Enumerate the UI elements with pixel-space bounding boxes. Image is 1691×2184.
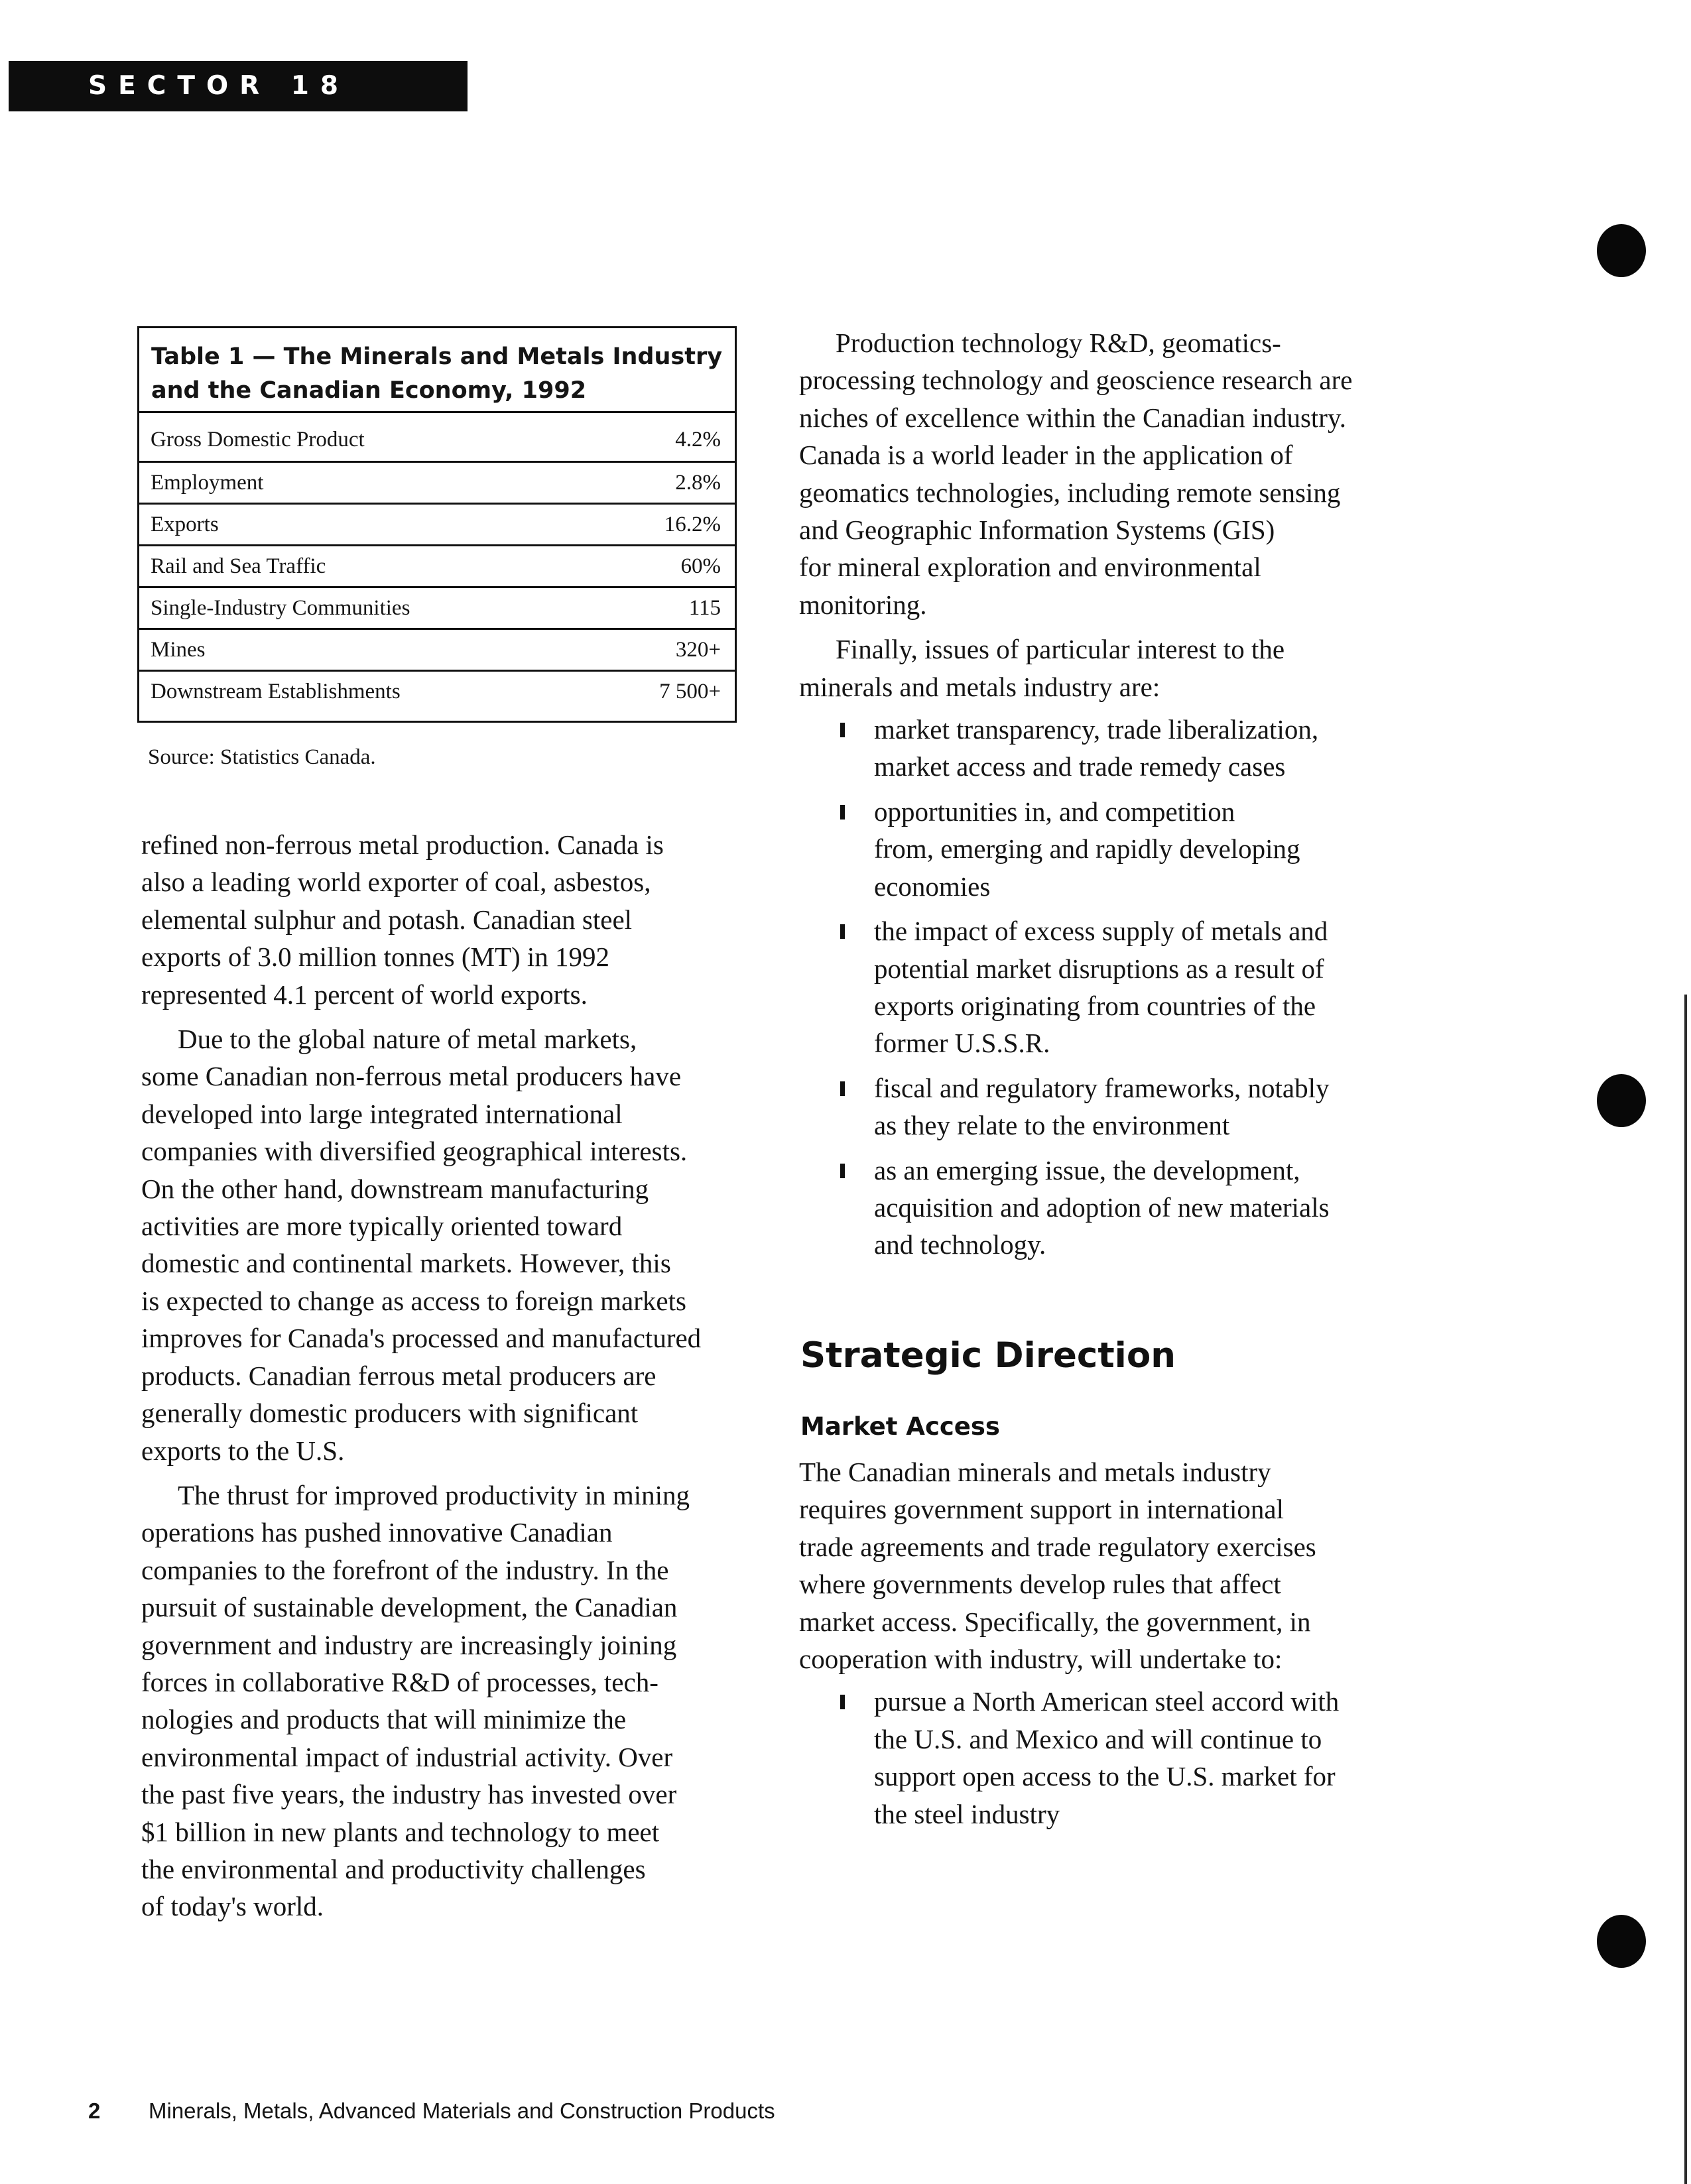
page-number: 2 xyxy=(88,2098,101,2123)
text-line: of today's world. xyxy=(141,1891,324,1922)
text-line: companies with diversified geographical interests. xyxy=(141,1136,688,1167)
text-line: generally domestic producers with significant xyxy=(141,1398,639,1429)
text-line: operations has pushed innovative Canadian xyxy=(141,1517,613,1548)
paragraph xyxy=(799,324,1406,623)
text-line: minerals and metals industry are: xyxy=(799,671,1160,702)
text-line: the impact of excess supply of metals and xyxy=(874,916,1328,947)
paragraph xyxy=(141,826,741,1013)
table-title-line: and the Canadian Economy, 1992 xyxy=(151,377,587,404)
text-line: pursue a North American steel accord with xyxy=(874,1686,1340,1717)
economy-table xyxy=(137,326,737,723)
row-label: Exports xyxy=(151,512,219,536)
row-value: 115 xyxy=(688,595,721,620)
text-line: from, emerging and rapidly developing xyxy=(874,833,1300,865)
bullet-icon xyxy=(840,1164,845,1178)
text-line: activities are more typically oriented toward xyxy=(141,1211,623,1242)
bullet-icon xyxy=(840,723,845,737)
text-line: developed into large integrated international xyxy=(141,1098,623,1129)
paragraph xyxy=(799,631,1406,705)
text-line: government and industry are increasingly joining xyxy=(141,1629,677,1660)
text-line: for mineral exploration and environmental xyxy=(799,552,1261,583)
subsection-heading: Market Access xyxy=(800,1412,1000,1441)
text-line: Due to the global nature of metal markets, xyxy=(178,1024,637,1055)
text-line: opportunities in, and competition xyxy=(874,796,1235,827)
text-line: where governments develop rules that affect xyxy=(799,1569,1281,1600)
text-line: market access and trade remedy cases xyxy=(874,751,1286,782)
sector-header-bar: SECTOR 18 xyxy=(9,61,468,111)
list-item xyxy=(799,1683,1406,1833)
row-label: Single-Industry Communities xyxy=(151,595,410,620)
text-line: niches of excellence within the Canadian industry. xyxy=(799,402,1347,433)
row-value: 320+ xyxy=(675,637,721,662)
table-row xyxy=(139,586,735,628)
text-line: support open access to the U.S. market for xyxy=(874,1761,1336,1792)
table-row xyxy=(139,419,735,461)
punch-hole-middle xyxy=(1597,1074,1646,1127)
text-line: and technology. xyxy=(874,1229,1046,1260)
text-line: The thrust for improved productivity in mining xyxy=(178,1479,690,1510)
text-line: The Canadian minerals and metals industry xyxy=(799,1457,1271,1487)
row-label: Gross Domestic Product xyxy=(151,428,365,452)
text-line: Canada is a world leader in the application of xyxy=(799,440,1293,471)
table-row xyxy=(139,461,735,503)
text-line: Finally, issues of particular interest to the xyxy=(836,634,1285,665)
right-column xyxy=(799,324,1406,1271)
text-line: market transparency, trade liberalization, xyxy=(874,714,1319,745)
bullet-icon xyxy=(840,1695,845,1709)
left-column xyxy=(141,826,741,1925)
footer-title: Minerals, Metals, Advanced Materials and Construction Products xyxy=(149,2098,775,2123)
text-line: domestic and continental markets. However, this xyxy=(141,1248,671,1279)
list-item xyxy=(799,912,1406,1062)
text-line: potential market disruptions as a result of xyxy=(874,953,1324,984)
bullet-icon xyxy=(840,924,845,939)
text-line: the environmental and productivity challenges xyxy=(141,1853,646,1884)
text-line: processing technology and geoscience research are xyxy=(799,365,1353,396)
text-line: On the other hand, downstream manufacturing xyxy=(141,1173,649,1204)
market-access-section xyxy=(799,1453,1406,1840)
row-label: Downstream Establishments xyxy=(151,679,401,703)
text-line: the U.S. and Mexico and will continue to xyxy=(874,1723,1322,1754)
text-line: exports to the U.S. xyxy=(141,1435,345,1466)
list-item xyxy=(799,1152,1406,1264)
text-line: nologies and products that will minimize the xyxy=(141,1704,627,1735)
paragraph xyxy=(799,1453,1406,1677)
punch-hole-bottom xyxy=(1597,1915,1646,1968)
row-value: 60% xyxy=(680,554,721,578)
text-line: market access. Specifically, the government, in xyxy=(799,1606,1311,1637)
row-value: 2.8% xyxy=(675,470,721,495)
text-line: the steel industry xyxy=(874,1798,1060,1829)
table-body xyxy=(139,419,735,711)
row-value: 16.2% xyxy=(664,512,721,536)
text-line: also a leading world exporter of coal, asbestos, xyxy=(141,867,651,898)
paragraph xyxy=(141,1020,741,1469)
text-line: elemental sulphur and potash. Canadian steel xyxy=(141,904,633,935)
text-line: improves for Canada's processed and manufactured xyxy=(141,1323,702,1354)
text-line: monitoring. xyxy=(799,589,927,620)
row-label: Rail and Sea Traffic xyxy=(151,554,326,578)
text-line: geomatics technologies, including remote sensing xyxy=(799,477,1341,508)
table-row xyxy=(139,544,735,586)
list-item xyxy=(799,793,1406,905)
text-line: former U.S.S.R. xyxy=(874,1028,1050,1059)
section-heading: Strategic Direction xyxy=(800,1335,1176,1376)
text-line: requires government support in international xyxy=(799,1494,1284,1525)
text-line: companies to the forefront of the industry. In the xyxy=(141,1554,669,1585)
text-line: $1 billion in new plants and technology to meet xyxy=(141,1816,660,1847)
table-row xyxy=(139,670,735,711)
table-title-line: Table 1 — The Minerals and Metals Industry xyxy=(151,343,723,370)
list-item xyxy=(799,1069,1406,1144)
text-line: economies xyxy=(874,871,991,902)
row-value: 7 500+ xyxy=(659,679,721,703)
text-line: and Geographic Information Systems (GIS) xyxy=(799,515,1275,546)
text-line: Production technology R&D, geomatics- xyxy=(836,328,1281,358)
row-value: 4.2% xyxy=(675,428,721,452)
text-line: trade agreements and trade regulatory exercises xyxy=(799,1531,1316,1562)
punch-hole-top xyxy=(1597,224,1646,277)
text-line: exports of 3.0 million tonnes (MT) in 1992 xyxy=(141,941,610,973)
undertakings-list xyxy=(799,1683,1406,1833)
row-label: Mines xyxy=(151,637,206,662)
text-line: forces in collaborative R&D of processes, tech- xyxy=(141,1666,658,1697)
text-line: exports originating from countries of the xyxy=(874,990,1316,1021)
text-line: refined non-ferrous metal production. Canada is xyxy=(141,829,664,860)
table-title xyxy=(139,328,735,413)
text-line: acquisition and adoption of new materials xyxy=(874,1191,1330,1223)
bullet-icon xyxy=(840,805,845,819)
table-row xyxy=(139,503,735,544)
paragraph xyxy=(141,1477,741,1925)
text-line: is expected to change as access to foreign markets xyxy=(141,1285,686,1316)
row-label: Employment xyxy=(151,470,264,495)
text-line: some Canadian non-ferrous metal producers have xyxy=(141,1061,682,1092)
table-row xyxy=(139,628,735,670)
issues-list xyxy=(799,711,1406,1264)
list-item xyxy=(799,711,1406,786)
text-line: pursuit of sustainable development, the Canadian xyxy=(141,1592,678,1623)
text-line: the past five years, the industry has invested over xyxy=(141,1779,677,1810)
text-line: represented 4.1 percent of world exports. xyxy=(141,979,588,1010)
text-line: products. Canadian ferrous metal producers are xyxy=(141,1360,657,1391)
text-line: cooperation with industry, will undertake to: xyxy=(799,1644,1283,1675)
table-source: Source: Statistics Canada. xyxy=(148,745,376,769)
page-edge-shadow xyxy=(1684,995,1687,2184)
text-line: as an emerging issue, the development, xyxy=(874,1154,1300,1185)
text-line: as they relate to the environment xyxy=(874,1110,1230,1141)
text-line: fiscal and regulatory frameworks, notably xyxy=(874,1072,1330,1103)
text-line: environmental impact of industrial activity. Over xyxy=(141,1741,673,1772)
bullet-icon xyxy=(840,1081,845,1096)
